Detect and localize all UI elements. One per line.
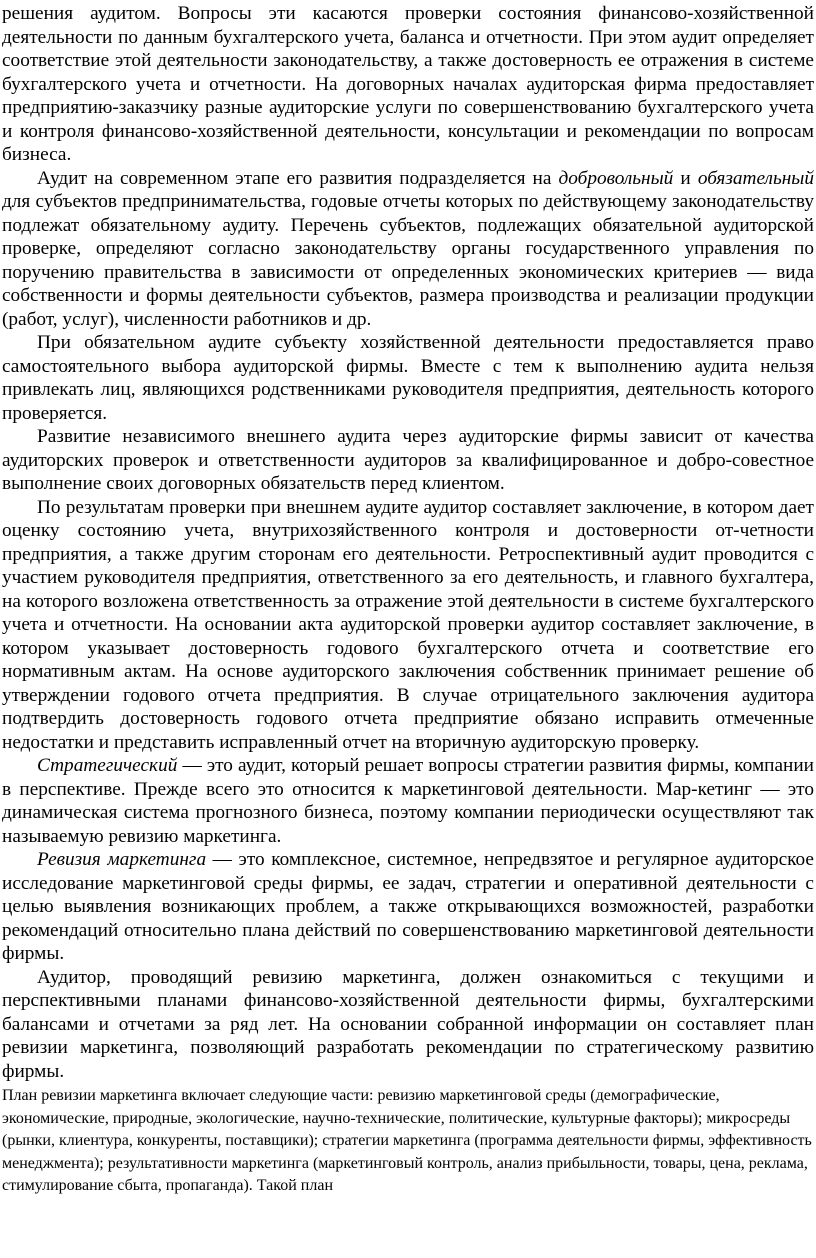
- paragraph: [2, 425, 814, 496]
- paragraph: [2, 331, 814, 425]
- paragraph: [2, 966, 814, 1084]
- text-run: для субъектов предпринимательства, годовые отчеты которых по действующему законодательству подлежат обязательному аудиту. Перечень субъектов, подлежащих обязательной аудиторской проверке, определяют согласно законодательству органы государственного управления по поручению правительства в зависимости от определенных экономических критериев — вида собственности и формы деятельности субъектов, размера производства и реализации продукции (работ, услуг), численности работников и др.: [2, 191, 814, 330]
- text-run: По результатам проверки при внешнем аудите аудитор составляет заключение, в котором дает оценку состоянию учета, внутрихозяйственного контроля и достоверности от-четности предприятия, а также другим сторонам его деятельности. Ретроспективный аудит проводится с участием руководителя предприятия, ответственного за его деятельность, и главного бухгалтера, на которого возложена ответственность за отражение этой деятельности в системе бухгалтерского учета и отчетности. На основании акта аудиторской проверки аудитор составляет заключение, в котором указывает достоверность годового бухгалтерского отчета и соответствие его нормативным актам. На основе аудиторского заключения собственник принимает решение об утверждении годового отчета предприятия. В случае отрицательного заключения аудитора подтвердить достоверность годового отчета предприятие обязано исправить отмеченные недостатки и представить исправленный отчет на вторичную аудиторскую проверку.: [2, 496, 814, 753]
- paragraph: [2, 496, 814, 755]
- text-run: При обязательном аудите субъекту хозяйственной деятельности предоставляется право самостоятельного выбора аудиторской фирмы. Вместе с тем к выполнению аудита нельзя привлекать лиц, являющихся родственниками руководителя предприятия, деятельность которого проверяется.: [2, 332, 814, 424]
- italic-term: добровольный: [558, 167, 674, 189]
- paragraph: [2, 848, 814, 966]
- italic-term: Стратегический: [37, 755, 178, 776]
- text-run: и: [673, 167, 698, 189]
- text-run: — это комплексное, системное, непредвзятое и регулярное аудиторское исследование маркетинговой среды фирмы, ее задач, стратегии и оперативной деятельности с целью выявления возникающих проблем, а также открывающихся возможностей, разработки рекомендаций относительно плана действий по совершенствованию маркетинговой деятельности фирмы.: [2, 849, 814, 964]
- document-body: [2, 2, 814, 1083]
- text-run: — это аудит, который решает вопросы стратегии развития фирмы, компании в перспективе. Прежде всего это относится к маркетинговой деятельности. Мар-кетинг — это динамическая система прогнозного бизнеса, поэтому компании периодически осуществляют так называемую ревизию маркетинга.: [2, 755, 814, 847]
- text-run: Аудит на современном этапе его развития подразделяется на: [37, 167, 559, 189]
- text-run: Аудитор, проводящий ревизию маркетинга, должен ознакомиться с текущими и перспективными планами финансово-хозяйственной деятельности фирмы, бухгалтерскими балансами и отчетами за ряд лет. На основании собранной информации он составляет план ревизии маркетинга, позволяющий разработать рекомендации по стратегическому развитию фирмы.: [2, 966, 814, 1082]
- italic-term: Ревизия маркетинга: [37, 849, 207, 870]
- text-run: Развитие независимого внешнего аудита через аудиторские фирмы зависит от качества аудиторских проверок и ответственности аудиторов за квалифицированное и добро-совестное выполнение своих договорных обязательств перед клиентом.: [2, 426, 814, 494]
- text-run: решения аудитом. Вопросы эти касаются проверки состояния финансово-хозяйственной деятельности по данным бухгалтерского учета, баланса и отчетности. При этом аудит определяет соответствие этой деятельности законодательству, а также достоверность ее отражения в системе бухгалтерского учета и отчетности. На договорных началах аудиторская фирма предоставляет предприятию-заказчику разные аудиторские услуги по совершенствованию бухгалтерского учета и контроля финансово-хозяйственной деятельности, консультации и рекомендации по вопросам бизнеса.: [2, 3, 814, 165]
- paragraph: [2, 754, 814, 848]
- final-paragraph: План ревизии маркетинга включает следующие части: ревизию маркетинговой среды (демографические, экономические, природные, экологические, научно-технические, политические, культурные факторы); микросреды (рынки, клиентура, конкуренты, поставщики); стратегии маркетинга (программа деятельности фирмы, эффективность менеджмента); результативности маркетинга (маркетинговый контроль, анализ прибыльности, товары, цена, реклама, стимулирование сбыта, пропаганда). Такой план: [2, 1087, 812, 1195]
- italic-term: обязательный: [697, 167, 814, 189]
- paragraph: [2, 2, 814, 167]
- paragraph: [2, 167, 814, 332]
